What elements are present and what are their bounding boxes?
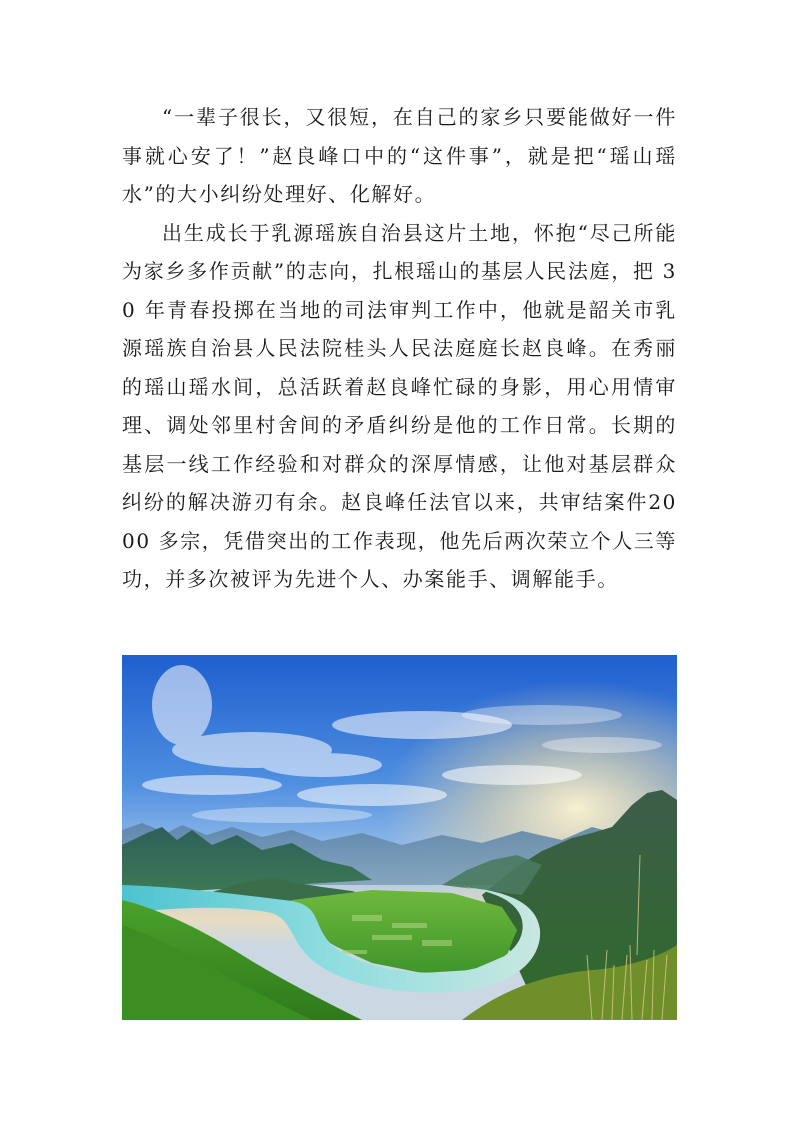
landscape-photo	[122, 655, 677, 1020]
paragraph-2: 出生成长于乳源瑶族自治县这片土地，怀抱“尽己所能为家乡多作贡献”的志向，扎根瑶山的基层人民法庭，把 30 年青春投掷在当地的司法审判工作中，他就是韶关市乳源瑶族自治县人民法院桂头人民法庭庭长赵良峰。在秀丽的瑶山瑶水间，总活跃着赵良峰忙碌的身影，用心用情审理、调处邻里村舍间的矛盾纠纷是他的工作日常。长期的基层一线工作经验和对群众的深厚情感，让他对基层群众纠纷的解决游刃有余。赵良峰任法官以来，共审结案件2000 多宗，凭借突出的工作表现，他先后两次荣立个人三等功，并多次被评为先进个人、办案能手、调解能手。	[122, 220, 678, 591]
landscape-illustration	[122, 655, 677, 1020]
paragraph-1: “一辈子很长，又很短，在自己的家乡只要能做好一件事就心安了！”赵良峰口中的“这件事”，就是把“瑶山瑶水”的大小纠纷处理好、化解好。	[122, 105, 677, 206]
article-body	[122, 98, 677, 599]
